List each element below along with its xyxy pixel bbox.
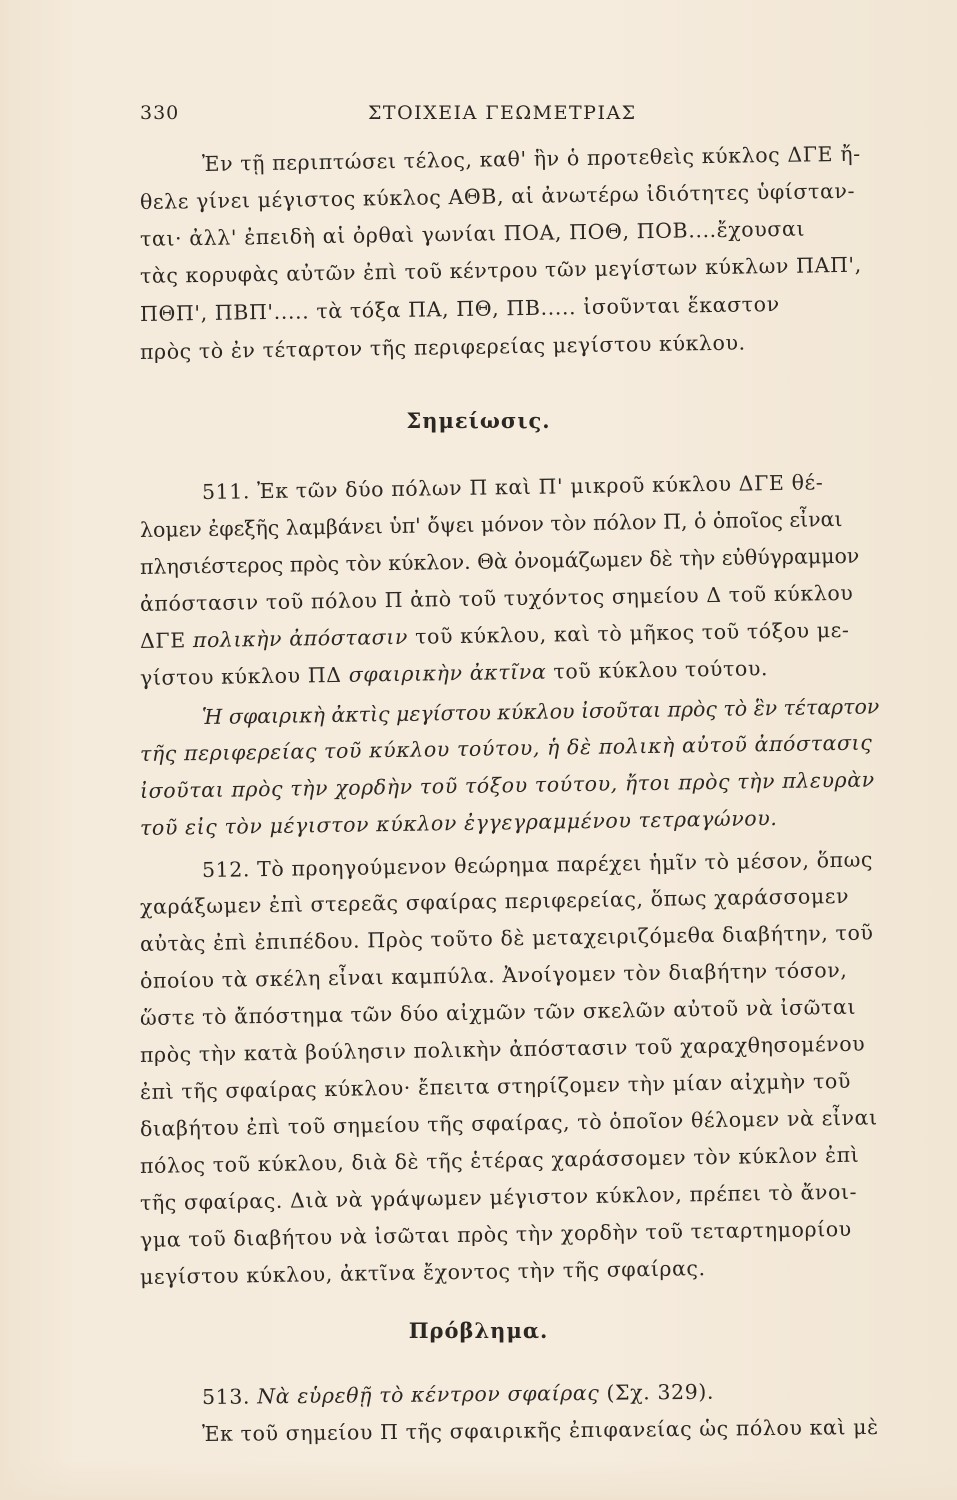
- page-header: [0, 102, 957, 132]
- p512-line-9: πόλος τοῦ κύκλου, διὰ δὲ τῆς ἑτέρας χαράσσομεν τὸν κύκλον ἐπὶ: [139, 1142, 860, 1178]
- p512-line-2: χαράξωμεν ἐπὶ στερεᾶς σφαίρας περιφερείας, ὅπως χαράσσομεν: [139, 883, 850, 919]
- rule-line-1: Ἡ σφαιρικὴ ἀκτὶς μεγίστου κύκλου ἰσοῦται πρὸς τὸ ἓν τέταρτον: [201, 694, 880, 729]
- intro-line-6: πρὸς τὸ ἐν τέταρτον τῆς περιφερείας μεγίστου κύκλου.: [139, 330, 746, 364]
- term-spherical-radius: σφαιρικὴν ἀκτῖνα: [348, 659, 547, 687]
- p512-line-4: ὁποίου τὰ σκέλη εἶναι καμπύλα. Ἀνοίγομεν τὸν διαβήτην τόσον,: [139, 957, 848, 993]
- rule-line-4: τοῦ εἰς τὸν μέγιστον κύκλον ἐγγεγραμμένου τετραγώνου.: [139, 805, 778, 840]
- p512-line-12: μεγίστου κύκλου, ἀκτῖνα ἔχοντος τὴν τῆς σφαίρας.: [139, 1256, 706, 1289]
- intro-line-1: Ἐν τῇ περιπτώσει τέλος, καθ' ἣν ὁ προτεθεὶς κύκλος ΔΓΕ ἤ-: [201, 141, 861, 176]
- p512-line-6: πρὸς τὴν κατὰ βούλησιν πολικὴν ἀπόστασιν τοῦ χαραχθησομένου: [139, 1031, 866, 1067]
- p511-line-4: ἀπόστασιν τοῦ πόλου Π ἀπὸ τοῦ τυχόντος σημείου Δ τοῦ κύκλου: [139, 580, 854, 616]
- p512-line-8: διαβήτου ἐπὶ τοῦ σημείου τῆς σφαίρας, τὸ ὁποῖον θέλομεν νὰ εἶναι: [139, 1105, 878, 1141]
- rule-line-2: τῆς περιφερείας τοῦ κύκλου τούτου, ἡ δὲ πολικὴ αὐτοῦ ἀπόστασις: [139, 730, 873, 766]
- p512-line-1: 512. Τὸ προηγούμενον θεώρημα παρέχει ἡμῖν τὸ μέσον, ὅπως: [201, 847, 874, 882]
- page-number: 330: [140, 102, 180, 124]
- p511-line-5: [140, 615, 880, 655]
- p511-line-6-c: τοῦ κύκλου τούτου.: [546, 656, 769, 684]
- rule-line-3: ἰσοῦται πρὸς τὴν χορδὴν τοῦ τόξου τούτου, ἤτοι πρὸς τὴν πλευρὰν: [139, 767, 875, 803]
- intro-line-3: ται· ἀλλ' ἐπειδὴ αἱ ὀρθαὶ γωνίαι ΠΟΑ, ΠΟΘ, ΠΟΒ....ἔχουσαι: [139, 216, 806, 251]
- p513-line-1: [202, 1376, 882, 1411]
- page-edge-shade: [0, 1460, 957, 1500]
- p511-line-5-a: ΔΓΕ: [139, 628, 194, 653]
- p511-line-6: [140, 652, 880, 692]
- heading-note: Σημείωσις.: [406, 408, 551, 433]
- p513-number: 513.: [201, 1384, 258, 1409]
- p512-line-5: ὥστε τὸ ἄπόστημα τῶν δύο αἰχμῶν τῶν σκελῶν αὐτοῦ νὰ ἰσῶται: [139, 994, 857, 1030]
- p512-line-3: αὐτὰς ἐπὶ ἐπιπέδου. Πρὸς τοῦτο δὲ μεταχειριζόμεθα διαβήτην, τοῦ: [139, 920, 874, 956]
- intro-line-4: τὰς κορυφὰς αὐτῶν ἐπὶ τοῦ κέντρου τῶν μεγίστων κύκλων ΠΑΠ',: [139, 252, 862, 288]
- heading-problem: Πρόβλημα.: [408, 1318, 549, 1343]
- p511-line-1: 511. Ἐκ τῶν δύο πόλων Π καὶ Π' μικροῦ κύκλου ΔΓΕ θέ-: [201, 470, 824, 504]
- p511-line-6-a: γίστου κύκλου ΠΔ: [139, 662, 349, 690]
- intro-line-2: θελε γίνει μέγιστος κύκλος ΑΘΒ, αἱ ἀνωτέρω ἰδιότητες ὑφίσταν-: [139, 178, 856, 214]
- p513-title: Νὰ εὑρεθῇ τὸ κέντρον σφαίρας: [257, 1380, 600, 1409]
- p511-line-3: πλησιέστερος πρὸς τὸν κύκλον. Θὰ ὀνομάζωμεν δὲ τὴν εὐθύγραμμον: [139, 543, 860, 579]
- p512-line-11: γμα τοῦ διαβήτου νὰ ἰσῶται πρὸς τὴν χορδὴν τοῦ τεταρτημορίου: [139, 1216, 852, 1252]
- intro-line-5: ΠΘΠ', ΠΒΠ'..... τὰ τόξα ΠΑ, ΠΘ, ΠΒ..... ἰσοῦνται ἕκαστον: [139, 291, 780, 326]
- p511-line-5-c: τοῦ κύκλου, καὶ τὸ μῆκος τοῦ τόξου με-: [407, 617, 850, 649]
- running-title: ΣΤΟΙΧΕΙΑ ΓΕΩΜΕΤΡΙΑΣ: [368, 102, 637, 124]
- p512-line-10: τῆς σφαίρας. Διὰ νὰ γράψωμεν μέγιστον κύκλον, πρέπει τὸ ἄνοι-: [139, 1179, 858, 1215]
- term-polar-distance: πολικὴν ἀπόστασιν: [192, 624, 409, 653]
- p511-line-2: λομεν ἐφεξῆς λαμβάνει ὑπ' ὄψει μόνον τὸν πόλον Π, ὁ ὁποῖος εἶναι: [139, 506, 843, 542]
- p513-line-2: Ἐκ τοῦ σημείου Π τῆς σφαιρικῆς ἐπιφανείας ὡς πόλου καὶ μὲ: [201, 1414, 879, 1446]
- p512-line-7: ἐπὶ τῆς σφαίρας κύκλου· ἔπειτα στηρίζομεν τὴν μίαν αἰχμὴν τοῦ: [139, 1068, 852, 1104]
- p513-figure-ref: (Σχ. 329).: [599, 1379, 715, 1405]
